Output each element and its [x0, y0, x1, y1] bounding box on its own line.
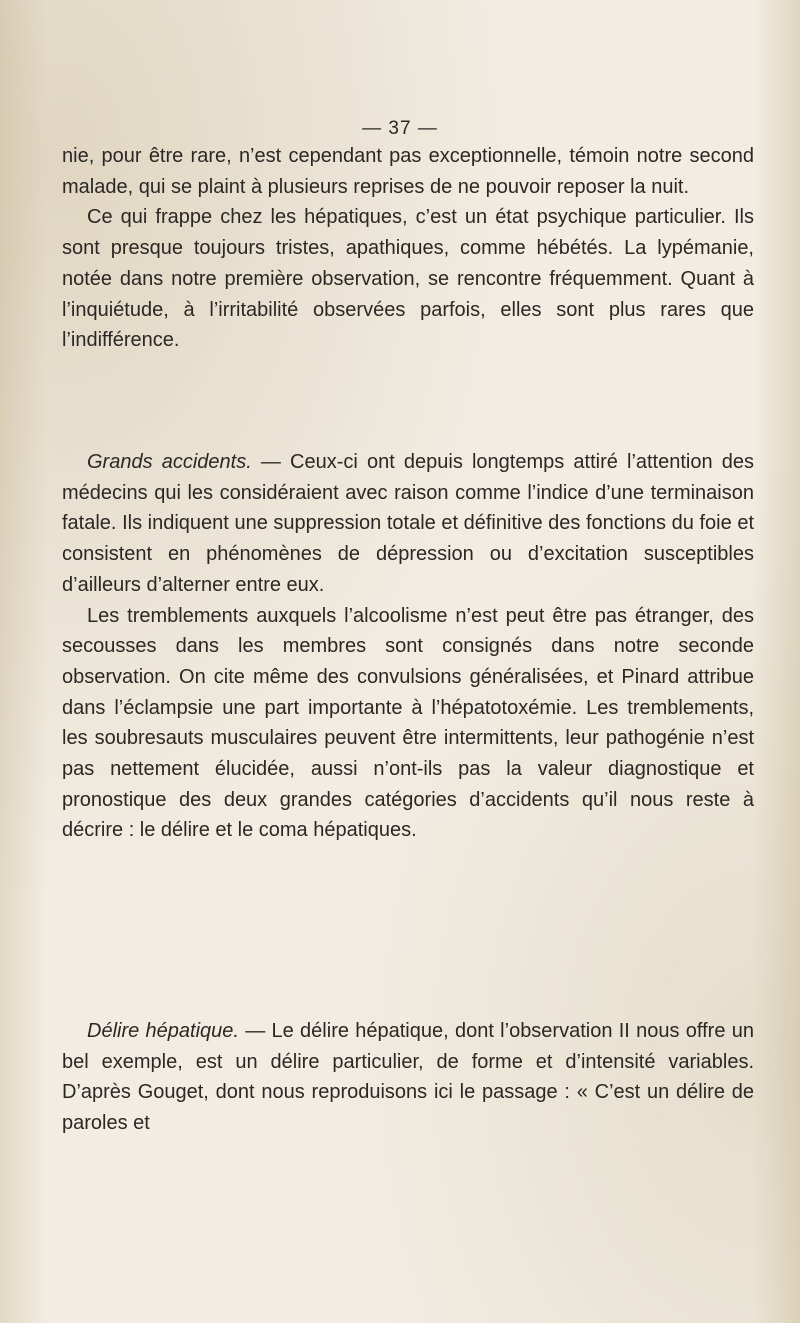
paragraph-tremblements: Les tremblements auxquels l’alcoolisme n’est peut être pas étranger, des secousses dans les membres sont consignés dans notre seconde observation. On cite même des convulsions généralisées, et Pinard attribue dans l’éclampsie une part importante à l’hépatotoxémie. Les tremblements, les soubresauts musculaires peuvent être intermittents, leur pathogénie n’est pas nettement élucidée, aussi n’ont-ils pas la valeur diagnostique et pronostique des deux grandes catégories d’accidents qu’il nous reste à décrire : le délire et le coma hépatiques.	[62, 604, 754, 842]
paragraph-delire-body: — Le délire hépatique, dont l’observation II nous offre un bel exemple, est un délire particulier, de forme et d’intensité variables. D’après Gouget, dont nous reproduisons ici le passage : « C’est un délire de paroles et	[62, 1020, 754, 1135]
text-block-delire	[62, 1016, 754, 1139]
paragraph-delire-hepatique	[62, 1016, 754, 1139]
section-heading-delire-hepatique: Délire hépatique.	[87, 1020, 239, 1042]
paragraph-psychic-state: Ce qui frappe chez les hépatiques, c’est un état psychique particulier. Ils sont presque toujours tristes, apathiques, comme hébétés. La lypémanie, notée dans notre première observation, se rencontre fréquemment. Quant à l’inquiétude, à l’irritabilité observées parfois, elles sont plus rares que l’indifférence.	[62, 206, 754, 352]
text-block-top	[62, 141, 754, 356]
paragraph-grands-accidents-body: — Ceux-ci ont depuis longtemps attiré l’attention des médecins qui les considéraient avec raison comme l’indice d’une terminaison fatale. Ils indiquent une suppression totale et définitive des fonctions du foie et consistent en phénomènes de dépression ou d’excitation susceptibles d’ailleurs d’alterner entre eux.	[62, 451, 754, 596]
section-heading-grands-accidents: Grands accidents.	[87, 451, 252, 473]
paragraph-continuation: nie, pour être rare, n’est cependant pas exceptionnelle, témoin notre second malade, qui se plaint à plusieurs reprises de ne pouvoir reposer la nuit.	[62, 145, 754, 198]
paragraph-grands-accidents	[62, 447, 754, 601]
page-number: — 37 —	[362, 118, 438, 139]
text-block-grands-accidents	[62, 447, 754, 846]
